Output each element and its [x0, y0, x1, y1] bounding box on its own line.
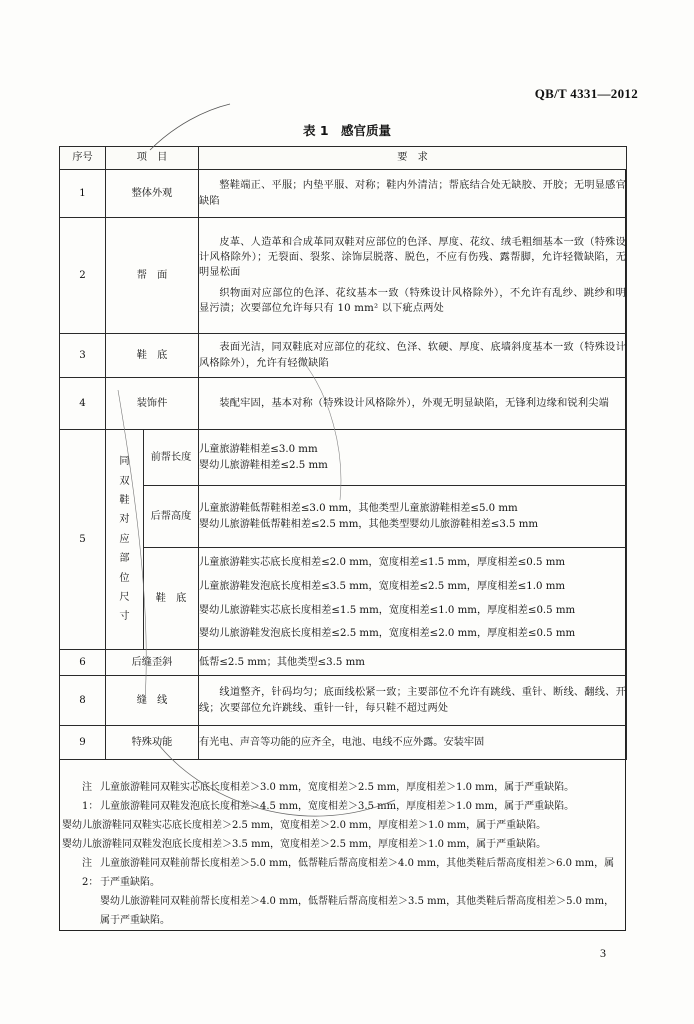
requirement-line: 婴幼儿旅游鞋低帮鞋相差≤2.5 mm，其他类型婴幼儿旅游鞋相差≤3.5 mm: [199, 518, 539, 530]
header-seq: 序号: [60, 147, 106, 170]
row-requirement: [199, 218, 627, 334]
header-requirement: 要 求: [199, 147, 627, 170]
row-item: 装饰件: [106, 378, 199, 430]
requirement-line: 婴幼儿旅游鞋发泡底长度相差≤2.5 mm，宽度相差≤2.0 mm，厚度相差≤0.5 mm: [199, 628, 576, 640]
table-row: [60, 334, 627, 378]
group-char: 应: [119, 533, 130, 545]
header-item: 项 目: [106, 147, 199, 170]
note-body: [100, 854, 622, 930]
row-requirement: [199, 548, 627, 650]
sensory-quality-table: [59, 146, 627, 760]
row-item: 帮 面: [106, 218, 199, 334]
row-item: 整体外观: [106, 170, 199, 218]
group-char: 部: [119, 553, 130, 565]
requirement-line: 儿童旅游鞋发泡底长度相差≤3.5 mm，宽度相差≤2.5 mm，厚度相差≤1.0 mm: [199, 580, 566, 592]
row-seq: 4: [60, 378, 106, 430]
row-requirement: 低帮≤2.5 mm；其他类型≤3.5 mm: [199, 650, 627, 676]
table-header-row: [60, 147, 627, 170]
row-seq: 3: [60, 334, 106, 378]
row-seq: 6: [60, 650, 106, 676]
page-number: 3: [600, 946, 606, 960]
row-item: 特殊功能: [106, 726, 199, 760]
row-seq: 5: [60, 430, 106, 650]
group-char: 对: [119, 514, 130, 526]
row-seq: 2: [60, 218, 106, 334]
table-row: [60, 430, 627, 486]
table-row: [60, 726, 627, 760]
row-requirement: [199, 334, 627, 378]
note-2: [62, 854, 622, 930]
row-item: 后缝歪斜: [106, 650, 199, 676]
requirement-text-leather: 皮革、人造革和合成革同双鞋对应部位的色泽、厚度、花纹、绒毛粗细基本一致（特殊设计风格除外）；无裂面、裂浆、涂饰层脱落、脱色，不应有伤残、露帮脚，允许轻微缺陷，无明显松面: [199, 236, 626, 279]
table-notes: [62, 778, 622, 930]
note-1: [62, 778, 622, 854]
table-row: [60, 486, 627, 548]
row-item: 缝 线: [106, 676, 199, 726]
note-line: 婴幼儿旅游鞋同双鞋发泡底长度相差＞3.5 mm，宽度相差＞2.5 mm，厚度相差＞1.0 mm，属于严重缺陷。: [62, 839, 547, 850]
requirement-line: 婴幼儿旅游鞋实芯底长度相差≤1.5 mm，宽度相差≤1.0 mm，厚度相差≤0.5 mm: [199, 604, 576, 616]
row-seq: 9: [60, 726, 106, 760]
requirement-line: 儿童旅游鞋相差≤3.0 mm: [199, 444, 318, 456]
table-title: 表 1 感官质量: [302, 123, 392, 138]
group-char: 寸: [119, 611, 130, 623]
table-row: [60, 650, 627, 676]
sub-item-front-length: 前帮长度: [144, 430, 199, 486]
requirement-text: 表面光洁，同双鞋底对应部位的花纹、色泽、软硬、厚度、底墙斜度基本一致（特殊设计风格除外），允许有轻微缺陷: [199, 342, 626, 369]
standard-code: QB/T 4331—2012: [534, 86, 638, 101]
group-label-same-pair-size: [106, 430, 144, 650]
note-label: 注 2：: [82, 858, 99, 888]
row-requirement: [199, 378, 627, 430]
row-seq: 1: [60, 170, 106, 218]
note-paragraph: 婴幼儿旅游鞋同双鞋前帮长度相差＞4.0 mm，低帮鞋后帮高度相差＞3.5 mm，其他类鞋后帮高度相差＞5.0 mm，属于严重缺陷。: [100, 896, 615, 926]
row-requirement: [199, 676, 627, 726]
requirement-text-fabric: 织物面对应部位的色泽、花纹基本一致（特殊设计风格除外），不允许有乱纱、跳纱和明显污渍；次要部位允许每只有 10 mm² 以下疵点两处: [199, 287, 626, 314]
note-label: 注 1：: [82, 782, 99, 812]
row-requirement: 有光电、声音等功能的应齐全，电池、电线不应外露。安装牢固: [199, 726, 627, 760]
requirement-line: 婴幼儿旅游鞋相差≤2.5 mm: [199, 459, 328, 471]
row-requirement: [199, 170, 627, 218]
sub-item-sole: 鞋 底: [144, 548, 199, 650]
requirement-line: 儿童旅游鞋低帮鞋相差≤3.0 mm，其他类型儿童旅游鞋相差≤5.0 mm: [199, 503, 518, 515]
note-line: 婴幼儿旅游鞋同双鞋实芯底长度相差＞2.5 mm，宽度相差＞2.0 mm，厚度相差＞1.0 mm，属于严重缺陷。: [62, 820, 547, 831]
table-row: [60, 218, 627, 334]
note-line: 儿童旅游鞋同双鞋发泡底长度相差＞4.5 mm，宽度相差＞3.5 mm，厚度相差＞1.0 mm，属于严重缺陷。: [100, 801, 575, 812]
note-paragraph: 儿童旅游鞋同双鞋前帮长度相差＞5.0 mm，低帮鞋后帮高度相差＞4.0 mm，其他类鞋后帮高度相差＞6.0 mm，属于严重缺陷。: [100, 858, 615, 888]
requirement-text: 整鞋端正、平服；内垫平服、对称；鞋内外清洁；帮底结合处无缺胶、开胶；无明显感官缺陷: [199, 180, 626, 207]
row-item: 鞋 底: [106, 334, 199, 378]
group-char: 双: [119, 475, 130, 487]
requirement-line: 儿童旅游鞋实芯底长度相差≤2.0 mm，宽度相差≤1.5 mm，厚度相差≤0.5 mm: [199, 556, 566, 568]
group-char: 同: [119, 456, 130, 468]
requirement-text: 装配牢固，基本对称（特殊设计风格除外），外观无明显缺陷，无锋利边缘和锐利尖端: [219, 397, 610, 409]
table-row: [60, 676, 627, 726]
note-line: 儿童旅游鞋同双鞋实芯底长度相差＞3.0 mm，宽度相差＞2.5 mm，厚度相差＞1.0 mm，属于严重缺陷。: [100, 782, 575, 793]
group-char: 尺: [119, 591, 130, 603]
row-requirement: [199, 486, 627, 548]
group-char: 鞋: [119, 495, 130, 507]
group-char: 位: [119, 572, 130, 584]
table-row: [60, 170, 627, 218]
table-row: [60, 378, 627, 430]
row-requirement: [199, 430, 627, 486]
row-seq: 8: [60, 676, 106, 726]
table-row: [60, 548, 627, 650]
requirement-text: 线道整齐，针码均匀；底面线松紧一致；主要部位不允许有跳线、重针、断线、翻线、开线；次要部位允许跳线、重针一针，每只鞋不超过两处: [199, 687, 626, 714]
sub-item-back-height: 后帮高度: [144, 486, 199, 548]
